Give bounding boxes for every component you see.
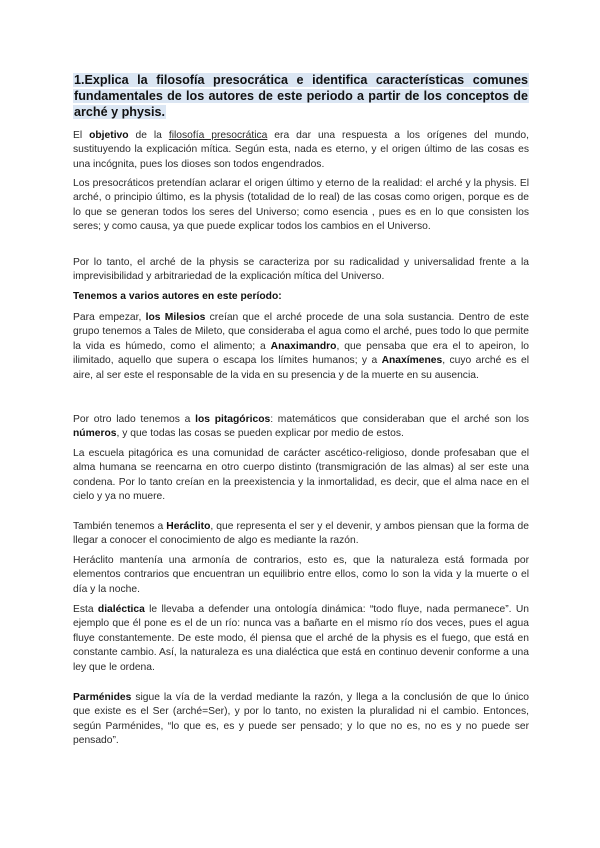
text-run: Esta [73,604,98,615]
paragraph-heraclito [73,520,529,549]
bold-term: los Milesios [145,312,206,323]
bold-term: los pitagóricos [195,414,271,425]
text-run: , que representa el ser y el devenir, y ambos piensan que la forma de llegar a conocer el conocimiento de algo es mediante la razón. [73,521,529,547]
text-run: creían que el arché procede de una sola sustancia. Dentro de este grupo tenemos a Tales de Mileto, que consideraba el agua como el arché, pues todo lo que permite la vida es húmedo, como el alimento; a [73,312,529,352]
question-title [73,72,529,120]
text-run: era dar una respuesta a los orígenes del mundo, sustituyendo la explicación mítica. Según esta, nada es eterno, y el origen último de las cosas es una incógnita, pues los dioses son todos engendrados. [73,130,529,170]
bold-term: objetivo [89,130,129,141]
paragraph-conclusion: Por lo tanto, el arché de la physis se caracteriza por su radicalidad y universalidad frente a la imprevisibilidad y arbitrariedad de la explicación mítica del Universo. [73,257,529,283]
text-run: , cuyo arché es el aire, al ser este el responsable de la vida en su presencia y de la muerte en su ausencia. [73,355,529,381]
text-run: sigue la vía de la verdad mediante la razón, y llega a la conclusión de que lo único que existe es el Ser (arché=Ser), y por lo tanto, no existen la pluralidad ni el cambio. Entonces, según Parménides, “lo que es, es y puede ser pensado; y lo que no es, no es y no puede ser pensado”. [73,692,529,747]
bold-term: números [73,428,117,440]
text-run: , y que todas las cosas se pueden explicar por medio de estos. [116,428,404,440]
paragraph-pitagoricos [73,413,529,442]
paragraph-parmenides [73,691,529,749]
paragraph-objective [73,129,529,172]
bold-term: Heráclito [166,521,211,532]
bold-term: Parménides [73,692,132,703]
bold-term: Anaximandro [270,340,337,352]
text-run: Por otro lado tenemos a [73,414,196,425]
text-run: Para empezar, [73,312,146,323]
text-run: , que pensaba que era el to apeiron, lo ilimitado, aquello que supera o escapa los límites humanos; y a [73,340,530,367]
section-heading: Tenemos a varios autores en este período: [73,291,282,302]
text-run: El [73,130,90,141]
text-run: También tenemos a [73,521,167,532]
paragraph-armonia: Heráclito mantenía una armonía de contrarios, esto es, que la naturaleza está formada por elementos contrarios que encuentran un equilibrio entre ellos, como lo son la vida y la muerte o el día y la noche. [73,555,529,595]
text-run: le llevaba a defender una ontología dinámica: “todo fluye, nada permanece”. Un ejemplo que él pone es el de un río: nunca vas a bañarte en el mismo río dos veces, pues el agua fluye constantemente. De este modo, él piensa que el arché de la physis es el fuego, que está en constante cambio. Así, la naturaleza es una dialéctica que está en continuo devenir conforme a una ley que le ordena. [73,604,529,673]
text-run: de la [128,130,169,141]
underlined-term: filosofía presocrática [168,130,268,141]
paragraph-presocraticos: Los presocráticos pretendían aclarar el origen último y eterno de la realidad: el arché y la physis. El arché, o principio último, es la physis (totalidad de lo real) de las cosas como origen, porque es de lo que se generan todos los seres del Universo; como esencia , pues es en lo que consisten los seres; y como causa, ya que puede explicar todos los cambios en el Universo. [73,178,529,233]
bold-term: dialéctica [97,604,145,615]
paragraph-escuela-pitagorica: La escuela pitagórica es una comunidad de carácter ascético-religioso, donde profesaban que el alma humana se reencarna en otro cuerpo distinto (transmigración de las almas) al ser este una condena. Por lo tanto creían en la preexistencia y la inmortalidad, es decir, que el alma nace en el cielo y ya no muere. [73,448,529,503]
paragraph-milesios [73,311,529,383]
paragraph-dialectica [73,603,529,675]
text-run: : matemáticos que consideraban que el arché son los [270,414,529,425]
title-text: 1.Explica la filosofía presocrática e identifica características comunes fundamentales de los autores de este periodo a partir de los conceptos de arché y physis. [74,73,528,119]
bold-term: Anaxímenes [381,355,443,367]
